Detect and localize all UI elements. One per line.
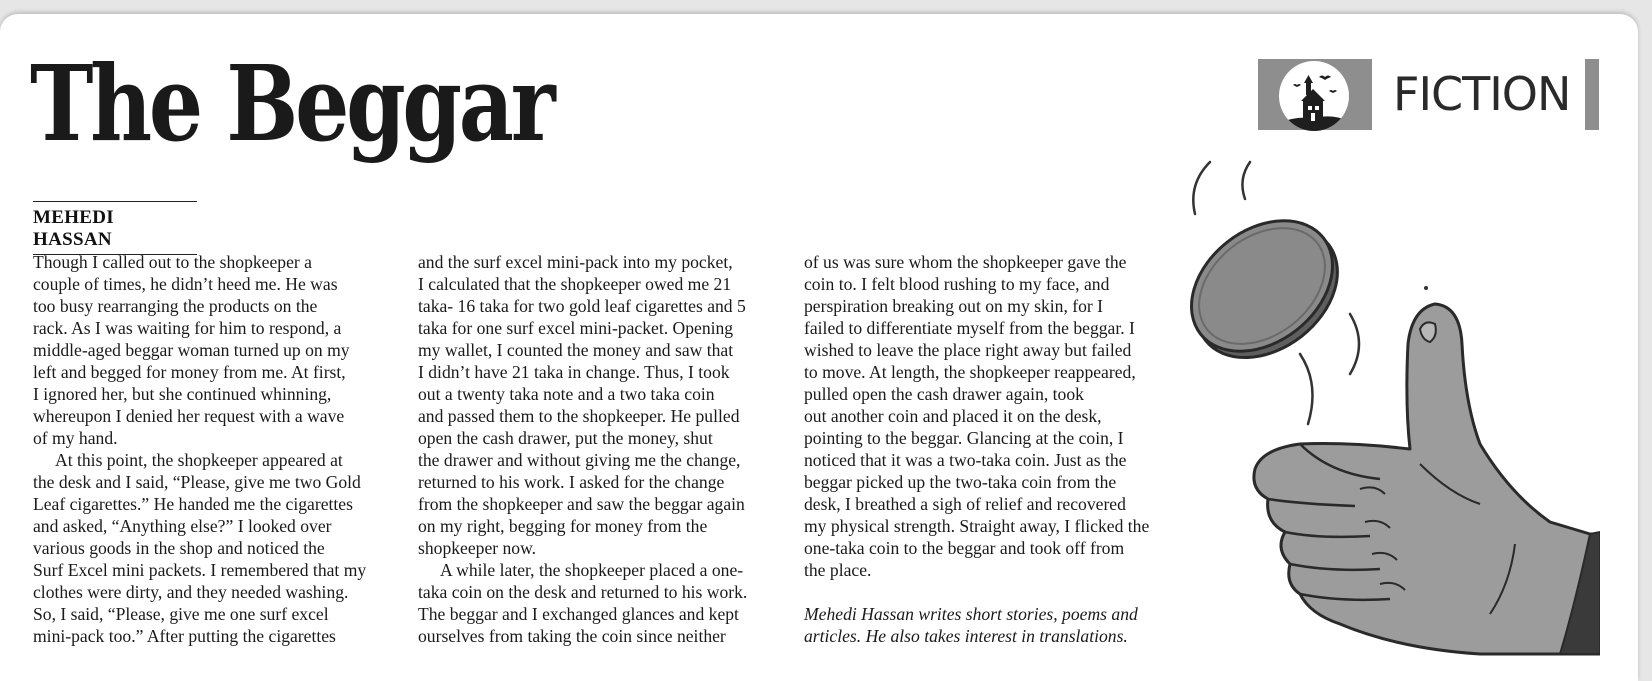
article-line: taka coin on the desk and returned to his work. — [418, 582, 748, 602]
author-byline: MEHEDI HASSAN — [33, 201, 197, 255]
article-line: I calculated that the shopkeeper owed me 21 — [418, 274, 732, 294]
article-line: to move. At length, the shopkeeper reappeared, — [804, 362, 1136, 382]
article-line: open the cash drawer, put the money, shut — [418, 428, 713, 448]
article-line: Though I called out to the shopkeeper a — [33, 252, 312, 272]
article-page — [0, 14, 1638, 681]
article-line: mini-pack too.” After putting the cigarettes — [33, 626, 336, 646]
article-line: too busy rearranging the products on the — [33, 296, 318, 316]
article-column-1 — [33, 251, 366, 647]
article-line: my wallet, I counted the money and saw that — [418, 340, 734, 360]
article-column-2 — [418, 251, 747, 647]
article-line: coin to. I felt blood rushing to my face, and — [804, 274, 1110, 294]
section-bar — [1585, 59, 1599, 130]
article-line: out a twenty taka note and a two taka coin — [418, 384, 715, 404]
article-line: I ignored her, but she continued whinning, — [33, 384, 332, 404]
article-line: and passed them to the shopkeeper. He pulled — [418, 406, 740, 426]
article-line: my physical strength. Straight away, I flicked the — [804, 516, 1150, 536]
article-line: desk, I breathed a sigh of relief and recovered — [804, 494, 1126, 514]
article-line: failed to differentiate myself from the beggar. I — [804, 318, 1135, 338]
article-line: clothes were dirty, and they needed washing. — [33, 582, 349, 602]
article-line: taka- 16 taka for two gold leaf cigarettes and 5 — [418, 296, 746, 316]
section-label: FICTION — [1393, 67, 1571, 121]
article-line: So, I said, “Please, give me one surf excel — [33, 604, 329, 624]
article-line: wished to leave the place right away but failed — [804, 340, 1132, 360]
article-line: A while later, the shopkeeper placed a one- — [440, 560, 744, 580]
article-line: taka for one surf excel mini-packet. Opening — [418, 318, 734, 338]
haunted-house-icon — [1279, 61, 1349, 131]
author-bio-line: Mehedi Hassan writes short stories, poems and — [804, 604, 1138, 624]
article-line: and the surf excel mini-pack into my pocket, — [418, 252, 733, 272]
article-line: the drawer and without giving me the change, — [418, 450, 741, 470]
article-line: of us was sure whom the shopkeeper gave the — [804, 252, 1127, 272]
hand-flicking-coin-icon — [1180, 144, 1600, 664]
article-line: noticed that it was a two-taka coin. Just as the — [804, 450, 1127, 470]
article-line: one-taka coin to the beggar and took off from — [804, 538, 1125, 558]
article-line: Surf Excel mini packets. I remembered that my — [33, 560, 367, 580]
article-line: Leaf cigarettes.” He handed me the cigarettes — [33, 494, 353, 514]
article-line: returned to his work. I asked for the change — [418, 472, 725, 492]
article-line: middle-aged beggar woman turned up on my — [33, 340, 350, 360]
article-line: the place. — [804, 560, 872, 580]
article-line: perspiration breaking out on my skin, for I — [804, 296, 1104, 316]
article-line: from the shopkeeper and saw the beggar again — [418, 494, 745, 514]
article-line: couple of times, he didn’t heed me. He was — [33, 274, 338, 294]
article-line: on my right, begging for money from the — [418, 516, 708, 536]
article-line: left and begged for money from me. At first, — [33, 362, 346, 382]
article-line: various goods in the shop and noticed the — [33, 538, 325, 558]
article-line: out another coin and placed it on the desk, — [804, 406, 1102, 426]
article-line: rack. As I was waiting for him to respond, a — [33, 318, 342, 338]
article-line: shopkeeper now. — [418, 538, 537, 558]
article-line: At this point, the shopkeeper appeared at — [55, 450, 343, 470]
article-title: The Beggar — [30, 42, 553, 165]
article-line: whereupon I denied her request with a wave — [33, 406, 345, 426]
article-line: ourselves from taking the coin since neither — [418, 626, 726, 646]
article-line: pulled open the cash drawer again, took — [804, 384, 1084, 404]
article-line: The beggar and I exchanged glances and kept — [418, 604, 739, 624]
author-bio-line: articles. He also takes interest in translations. — [804, 626, 1128, 646]
article-line: pointing to the beggar. Glancing at the coin, I — [804, 428, 1124, 448]
article-line: of my hand. — [33, 428, 118, 448]
article-column-3 — [804, 251, 1149, 647]
section-badge — [1258, 59, 1372, 130]
article-line: and asked, “Anything else?” I looked over — [33, 516, 332, 536]
article-line: the desk and I said, “Please, give me two Gold — [33, 472, 361, 492]
article-line: beggar picked up the two-taka coin from the — [804, 472, 1117, 492]
article-line: I didn’t have 21 taka in change. Thus, I took — [418, 362, 730, 382]
